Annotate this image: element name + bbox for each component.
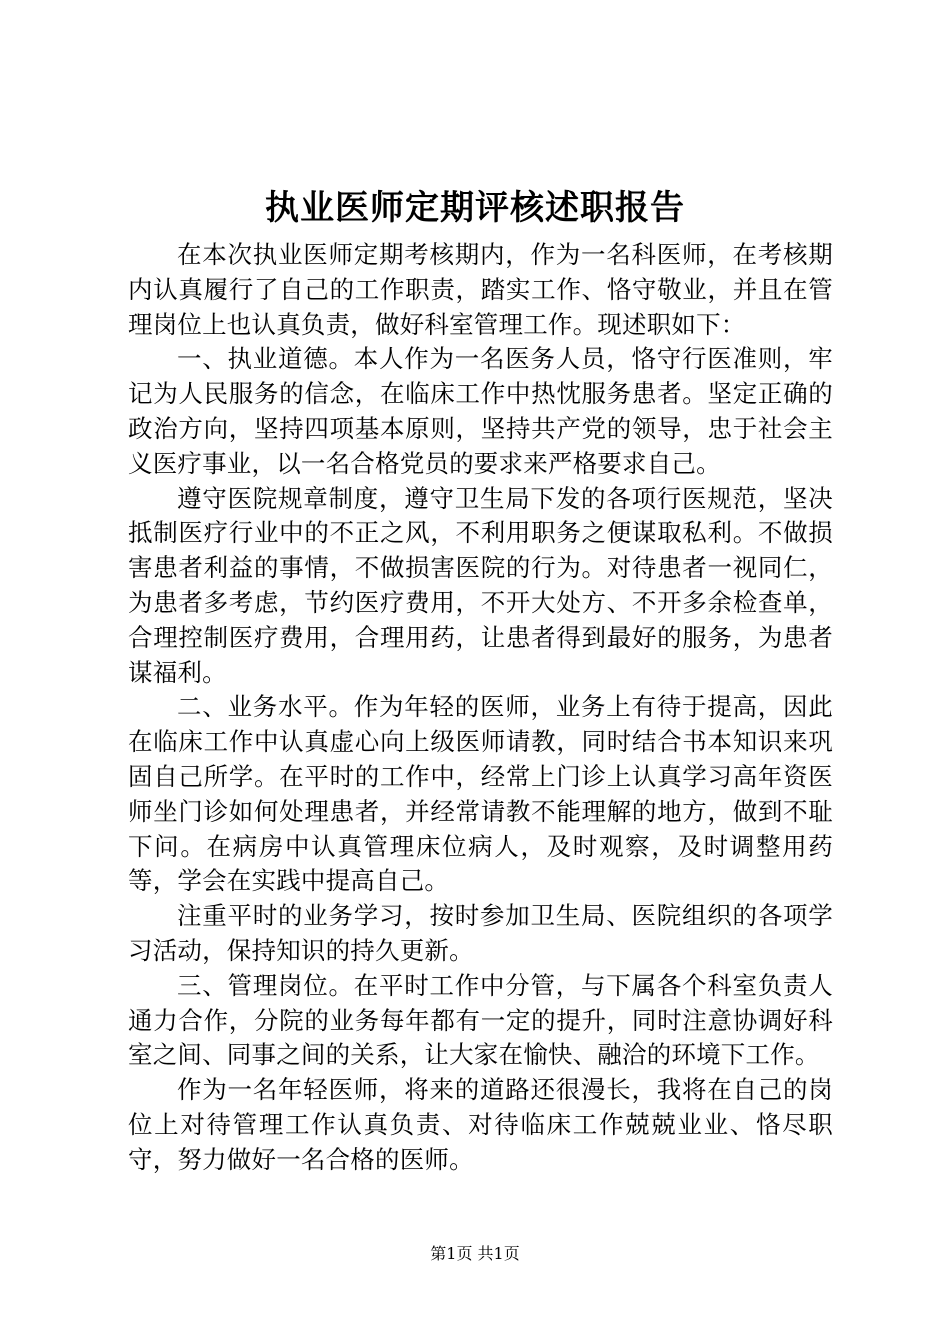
paragraph-management: 三、管理岗位。在平时工作中分管，与下属各个科室负责人通力合作，分院的业务每年都有一定的提升，同时注意协调好科室之间、同事之间的关系，让大家在愉快、融洽的环境下工作。 — [128, 970, 833, 1070]
document-body — [128, 238, 833, 1178]
paragraph-intro: 在本次执业医师定期考核期内，作为一名科医师，在考核期内认真履行了自己的工作职责，踏实工作、恪守敬业，并且在管理岗位上也认真负责，做好科室管理工作。现述职如下： — [128, 240, 833, 339]
paragraph-regulations: 遵守医院规章制度，遵守卫生局下发的各项行医规范，坚决抵制医疗行业中的不正之风，不利用职务之便谋取私利。不做损害患者利益的事情，不做损害医院的行为。对待患者一视同仁，为患者多考虑，节约医疗费用，不开大处方、不开多余检查单，合理控制医疗费用，合理用药，让患者得到最好的服务，为患者谋福利。 — [128, 483, 833, 687]
paragraph-conclusion: 作为一名年轻医师，将来的道路还很漫长，我将在自己的岗位上对待管理工作认真负责、对待临床工作兢兢业业、恪尽职守，努力做好一名合格的医师。 — [128, 1075, 833, 1174]
paragraph-professional-level: 二、业务水平。作为年轻的医师，业务上有待于提高，因此在临床工作中认真虚心向上级医师请教，同时结合书本知识来巩固自己所学。在平时的工作中，经常上门诊上认真学习高年资医师坐门诊如何处理患者，并经常请教不能理解的地方，做到不耻下问。在病房中认真管理床位病人，及时观察，及时调整用药等，学会在实践中提高自己。 — [128, 692, 833, 896]
page-footer: 第1页 共1页 — [430, 1244, 520, 1263]
paragraph-ethics: 一、执业道德。本人作为一名医务人员，恪守行医准则，牢记为人民服务的信念，在临床工作中热忱服务患者。坚定正确的政治方向，坚持四项基本原则，坚持共产党的领导，忠于社会主义医疗事业，以一名合格党员的要求来严格要求自己。 — [128, 344, 833, 478]
paragraph-study: 注重平时的业务学习，按时参加卫生局、医院组织的各项学习活动，保持知识的持久更新。 — [128, 901, 833, 965]
document-title: 执业医师定期评核述职报告 — [265, 188, 685, 228]
